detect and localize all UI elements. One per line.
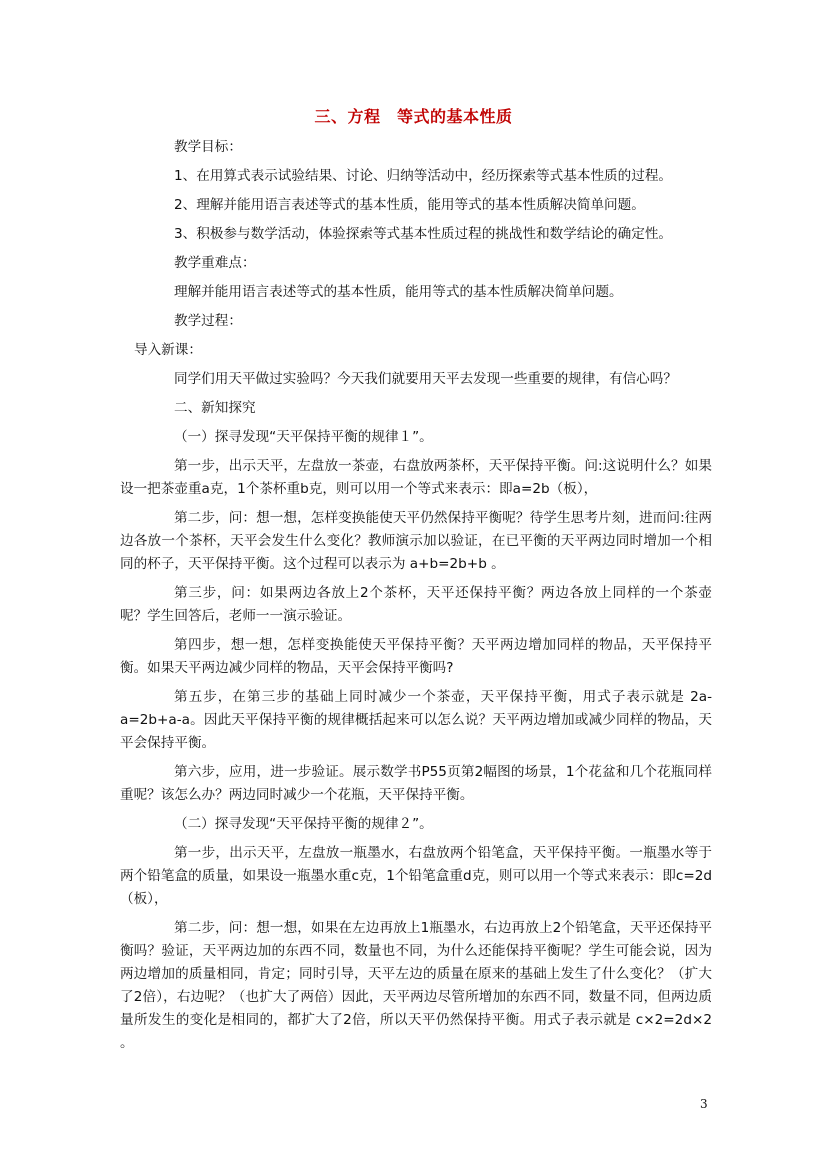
body-paragraph: 第二步，问：想一想，如果在左边再放上1瓶墨水，右边再放上2个铅笔盒，天平还保持平衡吗？验证，天平两边加的东西不同，数量也不同，为什么还能保持平衡呢？学生可能会说，因为两边增加的质量相同，肯定；同时引导，天平左边的质量在原来的基础上发生了什么变化？（扩大了2倍），右边呢？（也扩大了两倍）因此，天平两边尽管所增加的东西不同，数量不同，但两边质量所发生的变化是相同的，都扩大了2倍，所以天平仍然保持平衡。用式子表示就是 c×2=2d×2 。	[120, 920, 712, 1051]
page-title: 三、方程 等式的基本性质	[314, 107, 513, 126]
section-label-intro: 导入新课：	[134, 342, 202, 358]
document-body	[120, 136, 712, 1061]
key-point-text: 理解并能用语言表述等式的基本性质，能用等式的基本性质解决简单问题。	[174, 284, 623, 300]
subsection-heading: （二）探寻发现“天平保持平衡的规律２”。	[174, 816, 433, 832]
goal-item: 3、积极参与数学活动，体验探索等式基本性质过程的挑战性和数学结论的确定性。	[174, 226, 673, 242]
body-paragraph: 第六步，应用，进一步验证。展示数学书P55页第2幅图的场景，1个花盆和几个花瓶同样重呢？该怎么办？两边同时减少一个花瓶，天平保持平衡。	[120, 764, 712, 803]
body-paragraph: 第四步，想一想，怎样变换能使天平保持平衡？天平两边增加同样的物品，天平保持平衡。如果天平两边减少同样的物品，天平会保持平衡吗?	[120, 637, 712, 676]
goal-item: 2、理解并能用语言表述等式的基本性质，能用等式的基本性质解决简单问题。	[174, 197, 645, 213]
page-number: 3	[700, 1097, 708, 1111]
section-heading: 二、新知探究	[174, 400, 256, 416]
section-label-goals: 教学目标：	[174, 139, 242, 155]
goal-item: 1、在用算式表示试验结果、讨论、归纳等活动中，经历探索等式基本性质的过程。	[174, 168, 673, 184]
body-paragraph: 同学们用天平做过实验吗？今天我们就要用天平去发现一些重要的规律，有信心吗？	[174, 371, 677, 387]
section-label-process: 教学过程：	[174, 313, 242, 329]
body-paragraph: 第二步，问：想一想，怎样变换能使天平仍然保持平衡呢？待学生思考片刻，进而问:往两边各放一个茶杯，天平会发生什么变化？教师演示加以验证，在已平衡的天平两边同时增加一个相同的杯子，天平保持平衡。这个过程可以表示为 a+b=2b+b 。	[120, 510, 712, 572]
section-label-key-points: 教学重难点：	[174, 255, 256, 271]
body-paragraph: 第五步，在第三步的基础上同时减少一个茶壶，天平保持平衡，用式子表示就是 2a-a=2b+a-a。因此天平保持平衡的规律概括起来可以怎么说？天平两边增加或减少同样的物品，天平会保持平衡。	[120, 689, 712, 751]
subsection-heading: （一）探寻发现“天平保持平衡的规律１”。	[174, 429, 433, 445]
body-paragraph: 第三步，问：如果两边各放上2个茶杯，天平还保持平衡？两边各放上同样的一个茶壶呢？学生回答后，老师一一演示验证。	[120, 585, 712, 624]
body-paragraph: 第一步，出示天平，左盘放一茶壶，右盘放两茶杯，天平保持平衡。问:这说明什么？如果设一把茶壶重a克，1个茶杯重b克，则可以用一个等式来表示：即a=2b（板），	[120, 458, 712, 497]
body-paragraph: 第一步，出示天平，左盘放一瓶墨水，右盘放两个铅笔盒，天平保持平衡。一瓶墨水等于两个铅笔盒的质量，如果设一瓶墨水重c克，1个铅笔盒重d克，则可以用一个等式来表示：即c=2d（板），	[120, 845, 712, 907]
